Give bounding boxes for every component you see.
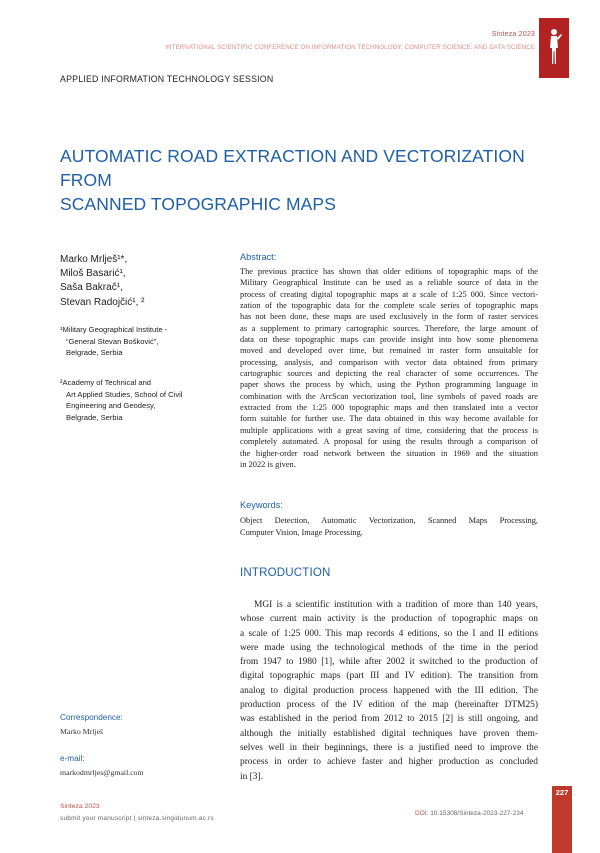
abstract-body <box>240 266 538 470</box>
title-line: AUTOMATIC ROAD EXTRACTION AND VECTORIZATION FROM <box>60 146 525 190</box>
abstract-heading: Abstract: <box>240 252 277 262</box>
author: Marko Mrlješ¹*, <box>60 254 128 265</box>
intro-line: although the initially established digital techniques have proven them- <box>240 728 538 739</box>
intro-line: selves well in their beginnings, there is a justified need to improve the <box>240 742 538 753</box>
intro-line: whose current main activity is the production of topographic maps on <box>240 614 538 625</box>
keywords-line: Object Detection, Automatic Vectorization, Scanned Maps Processing, <box>240 516 538 525</box>
correspondence-heading: Correspondence: <box>60 713 123 722</box>
doi <box>415 810 523 817</box>
abstract-line: the higher-order road network between the situation in 1969 and the situation <box>240 448 538 458</box>
email-heading: e-mail: <box>60 754 85 763</box>
keywords-body <box>240 515 538 538</box>
intro-line: digital topographic maps (part III and IV edition). The transition from <box>240 671 538 682</box>
abstract-line: Military Geographical Institute can be used as a reliable source of data in the <box>240 278 538 288</box>
author-list <box>60 253 144 310</box>
affiliation-line: Belgrade, Serbia <box>66 412 123 422</box>
affiliation-line: ²Academy of Technical and <box>60 378 152 387</box>
abstract-line: combination with the ArcScan vectorization tool, line symbols of paved roads are <box>240 391 538 401</box>
affiliation-line: ¹Military Geographical Institute - <box>60 325 168 334</box>
page-number: 227 <box>555 788 569 797</box>
intro-line: from 1947 to 1980 [1], while after 2002 it switched to the production of <box>240 657 538 668</box>
footer-conference: Sinteza 2023 <box>60 803 100 810</box>
abstract-line: form suitable for further use. The data obtained in this way become available for <box>240 414 538 424</box>
affiliation-line: Art Applied Studies, School of Civil <box>66 389 183 399</box>
abstract-line: cartographic sources and depicting the real character of some occurrences. The <box>240 369 538 379</box>
figure-icon <box>539 18 569 78</box>
abstract-line: data on these topographic maps can provide insight into how some phenomena <box>240 335 538 345</box>
affiliation-line: “General Stevan Bošković”, <box>66 336 159 346</box>
footer-submit-link[interactable]: submit your manuscript | sinteza.singidunum.ac.rs <box>60 815 214 822</box>
abstract-line: moved and developed over time, but remained in raster form unsuitable for <box>240 346 538 356</box>
affiliation-line: Engineering and Geodesy, <box>66 401 156 410</box>
affiliation-1 <box>60 324 230 359</box>
keywords-line: Computer Vision, Image Processing. <box>240 527 363 537</box>
email-address[interactable]: markodmrljes@gmail.com <box>60 768 144 777</box>
doi-label: DOI: <box>415 810 429 817</box>
introduction-heading: INTRODUCTION <box>240 567 331 579</box>
intro-line: in [3]. <box>240 771 263 782</box>
introduction-body <box>240 598 538 784</box>
author: Miloš Basarić¹, <box>60 268 126 280</box>
abstract-line: process of creating digital topographic maps at a scale of 1:25 000. Since vectori- <box>240 289 538 299</box>
title-line: SCANNED TOPOGRAPHIC MAPS <box>60 194 336 214</box>
conference-full-name: INTERNATIONAL SCIENTIFIC CONFERENCE ON INFORMATION TECHNOLOGY, COMPUTER SCIENCE, AND DATA SCIENCE <box>165 44 535 51</box>
abstract-line: processing, analysis, and comparison with vector data obtained from primary <box>240 357 538 367</box>
abstract-line: The previous practice has shown that older editions of topographic maps of the <box>240 267 538 276</box>
keywords-heading: Keywords: <box>240 500 283 510</box>
abstract-line: paper shows the process by which, using the Python programming language in <box>240 380 538 390</box>
author: Stevan Radojčić¹, ² <box>60 296 145 308</box>
author: Saša Bakrač¹, <box>60 282 123 294</box>
abstract-line: multiple applications with a great saving of time, considering that the process is <box>240 425 538 435</box>
abstract-line: as a supplement to primary cartographic sources. Therefore, the large amount of <box>240 323 538 333</box>
intro-line: analog to digital production process happened with the III edition. The <box>240 685 538 696</box>
intro-line: process in order to achieve faster and higher production as concluded <box>240 757 538 768</box>
intro-line: production process of the IV edition of the map (hereinafter DTM25) <box>240 700 538 711</box>
abstract-line: completely automated. A proposal for using the results through a comparison of <box>240 437 538 447</box>
intro-line: was established in the period from 2012 to 2015 [2] is still ongoing, and <box>240 714 538 725</box>
doi-value[interactable]: 10.15308/Sinteza-2023-227-234 <box>430 810 524 817</box>
conference-year: Sinteza 2023 <box>491 31 535 38</box>
abstract-line: in 2022 is given. <box>240 459 296 469</box>
abstract-line: has not been done, these maps are used exclusively in the form of raster services <box>240 312 538 322</box>
abstract-line: zation of the topographic data for the complete scale series of topographic maps <box>240 301 538 311</box>
session-label: APPLIED INFORMATION TECHNOLOGY SESSION <box>60 74 274 84</box>
abstract-line: extracted from the 1:25 000 topographic maps and then translated into a vector <box>240 403 538 413</box>
intro-line: MGI is a scientific institution with a tradition of more than 140 years, <box>254 600 538 610</box>
paper-title <box>60 144 560 216</box>
affiliation-2 <box>60 377 230 423</box>
intro-line: were made using the technological methods of the time in the period <box>240 642 538 653</box>
conference-logo <box>539 18 569 78</box>
correspondence-name: Marko Mrlješ <box>60 727 104 736</box>
affiliation-line: Belgrade, Serbia <box>66 348 123 357</box>
intro-line: a scale of 1:25 000. This map records 4 editions, so the I and II editions <box>240 628 538 639</box>
